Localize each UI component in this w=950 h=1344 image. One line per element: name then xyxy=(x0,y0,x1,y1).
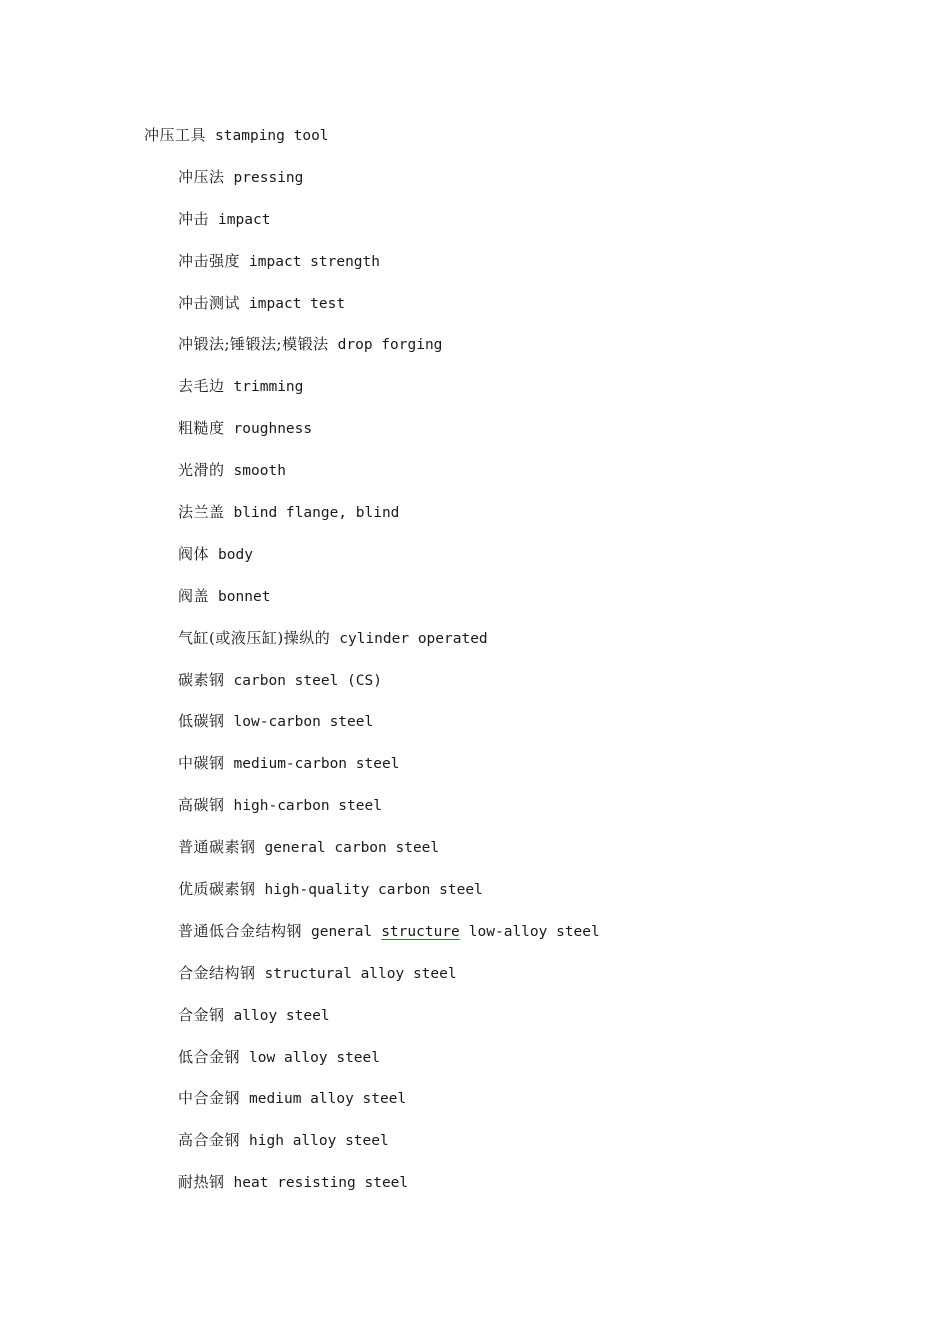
term-english: low alloy steel xyxy=(249,1049,380,1066)
term-english: medium alloy steel xyxy=(249,1091,407,1108)
term-chinese: 冲击测试 xyxy=(178,293,241,312)
term-chinese: 合金结构钢 xyxy=(178,963,256,982)
glossary-entry-high-quality-carbon-steel xyxy=(0,872,950,914)
term-chinese: 低合金钢 xyxy=(178,1047,241,1066)
term-chinese: 合金钢 xyxy=(178,1005,225,1024)
glossary-list xyxy=(0,118,950,1207)
glossary-entry-impact-test xyxy=(0,286,950,328)
glossary-entry-heat-resisting-steel xyxy=(0,1165,950,1207)
term-chinese: 粗糙度 xyxy=(178,419,225,438)
term-chinese: 阀体 xyxy=(178,544,210,563)
term-chinese: 冲击强度 xyxy=(178,251,241,270)
term-english: bonnet xyxy=(218,588,271,605)
term-chinese: 高碳钢 xyxy=(178,796,225,815)
term-english: heat resisting steel xyxy=(233,1175,409,1192)
glossary-entry-high-carbon-steel xyxy=(0,788,950,830)
term-english: drop forging xyxy=(337,337,443,354)
term-english: structural alloy steel xyxy=(264,965,457,982)
term-english-prefix: general xyxy=(311,923,373,940)
term-chinese: 中碳钢 xyxy=(178,754,225,773)
term-chinese: 普通碳素钢 xyxy=(178,838,256,857)
term-english-underlined-word: structure xyxy=(381,923,460,940)
glossary-entry-general-carbon-steel xyxy=(0,830,950,872)
term-english: pressing xyxy=(233,169,304,186)
glossary-entry-body xyxy=(0,537,950,579)
glossary-entry-alloy-steel xyxy=(0,998,950,1040)
term-chinese: 冲击 xyxy=(178,209,210,228)
term-english: roughness xyxy=(233,421,313,438)
term-chinese: 冲锻法;锤锻法;模锻法 xyxy=(178,335,329,354)
term-english: smooth xyxy=(233,463,286,480)
glossary-entry-stamping-tool xyxy=(0,118,950,160)
term-chinese: 普通低合金结构钢 xyxy=(178,921,303,940)
term-chinese: 冲压工具 xyxy=(144,126,207,144)
glossary-entry-carbon-steel xyxy=(0,663,950,705)
glossary-entry-low-carbon-steel xyxy=(0,704,950,746)
term-english: trimming xyxy=(233,379,304,396)
term-chinese: 气缸(或液压缸)操纵的 xyxy=(178,628,331,647)
glossary-entry-low-alloy-steel xyxy=(0,1040,950,1082)
term-english: high-carbon steel xyxy=(233,798,382,815)
term-english: stamping tool xyxy=(215,128,329,144)
glossary-entry-drop-forging xyxy=(0,327,950,369)
glossary-entry-structural-alloy-steel xyxy=(0,956,950,998)
term-english: cylinder operated xyxy=(339,630,488,647)
term-chinese: 碳素钢 xyxy=(178,670,225,689)
term-english: body xyxy=(218,546,253,563)
glossary-entry-roughness xyxy=(0,411,950,453)
term-chinese: 光滑的 xyxy=(178,461,225,480)
term-english: impact xyxy=(218,211,271,228)
glossary-entry-smooth xyxy=(0,453,950,495)
term-chinese: 高合金钢 xyxy=(178,1131,241,1150)
glossary-entry-bonnet xyxy=(0,579,950,621)
term-chinese: 中合金钢 xyxy=(178,1089,241,1108)
term-chinese: 冲压法 xyxy=(178,167,225,186)
glossary-entry-pressing xyxy=(0,160,950,202)
term-english-suffix: low-alloy steel xyxy=(468,923,600,940)
term-chinese: 法兰盖 xyxy=(178,503,225,522)
term-english: high alloy steel xyxy=(249,1133,389,1150)
term-english: low-carbon steel xyxy=(233,714,374,731)
glossary-entry-impact-strength xyxy=(0,244,950,286)
glossary-entry-cylinder-operated xyxy=(0,621,950,663)
glossary-entry-medium-carbon-steel xyxy=(0,746,950,788)
term-english: carbon steel (CS) xyxy=(233,672,382,689)
glossary-entry-medium-alloy-steel xyxy=(0,1081,950,1123)
glossary-entry-general-structure-low-alloy-steel xyxy=(0,914,950,956)
term-english: high-quality carbon steel xyxy=(264,882,483,899)
glossary-entry-high-alloy-steel xyxy=(0,1123,950,1165)
term-chinese: 去毛边 xyxy=(178,377,225,396)
term-english: impact strength xyxy=(249,253,380,270)
term-chinese: 阀盖 xyxy=(178,586,210,605)
term-english: medium-carbon steel xyxy=(233,756,400,773)
glossary-entry-blind-flange xyxy=(0,495,950,537)
term-english: general carbon steel xyxy=(264,840,440,857)
term-chinese: 优质碳素钢 xyxy=(178,880,256,899)
glossary-entry-trimming xyxy=(0,369,950,411)
term-english: impact test xyxy=(249,295,346,312)
term-english: blind flange, blind xyxy=(233,505,400,522)
term-chinese: 耐热钢 xyxy=(178,1173,225,1192)
glossary-entry-impact xyxy=(0,202,950,244)
term-chinese: 低碳钢 xyxy=(178,712,225,731)
term-english: alloy steel xyxy=(233,1007,330,1024)
